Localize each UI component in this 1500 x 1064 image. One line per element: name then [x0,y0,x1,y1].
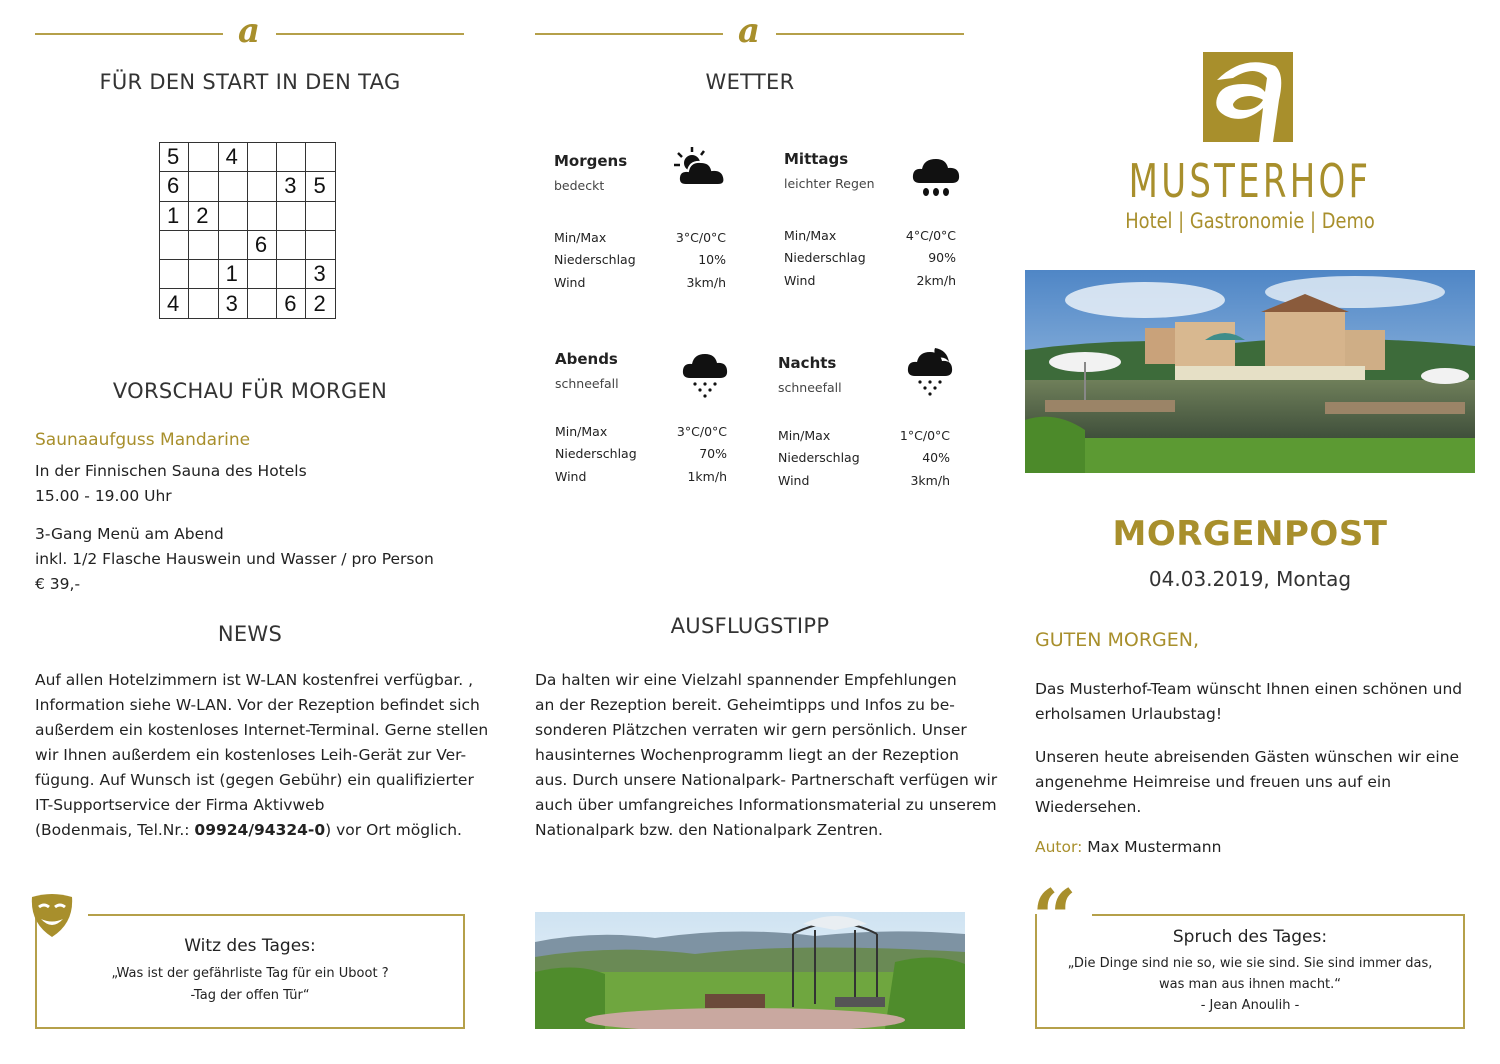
sudoku-cell[interactable] [247,260,276,289]
sudoku-row [160,260,336,289]
trip-line: aus. Durch unsere Nationalpark- Partnerschaft verfügen wir [535,771,998,789]
sudoku-cell[interactable] [277,201,306,230]
section-title-trip: AUSFLUGSTIPP [670,614,830,638]
quote-title: Spruch des Tages: [1172,927,1328,947]
quote-box [1035,914,1465,1029]
brand-logo-icon [1203,52,1293,142]
sudoku-grid[interactable] [159,142,336,319]
author-line [1035,835,1221,860]
weather-noon: Mittags leichter Regen Min/Max 4°C/0°C Niederschlag 90% Wind 2km/h [784,150,956,288]
sudoku-cell[interactable] [247,143,276,172]
menu-line: 3-Gang Menü am Abend [35,525,224,543]
sudoku-cell[interactable]: 3 [277,172,306,201]
joke-box [35,914,465,1029]
news-text [35,668,488,843]
brand-subtitle: Hotel | Gastronomie | Demo [1125,209,1375,233]
divider-left-2 [276,33,464,35]
sudoku-cell[interactable]: 2 [306,289,335,318]
sudoku-cell[interactable]: 6 [247,230,276,259]
brand-logo-icon: a [738,11,761,51]
sudoku-cell[interactable] [277,143,306,172]
sudoku-cell[interactable] [247,201,276,230]
brand-name: MUSTERHOF [1128,154,1372,208]
trip-line: an der Rezeption bereit. Geheimtipps und Infos zu be- [535,696,955,714]
sudoku-cell[interactable]: 2 [189,201,218,230]
section-title-weather: WETTER [705,70,795,94]
trip-line: auch über umfangreiches Informationsmaterial zu unserem [535,796,997,814]
sudoku-cell[interactable] [277,230,306,259]
sudoku-cell[interactable] [189,230,218,259]
phone-number[interactable]: 09924/94324-0 [194,821,326,839]
section-title-news: NEWS [217,622,283,646]
sudoku-cell[interactable]: 3 [306,260,335,289]
rain-cloud-icon [910,155,962,201]
trip-line: Da halten wir eine Vielzahl spannender Empfehlungen [535,671,957,689]
news-line: fügung. Auf Wunsch ist (gegen Gebühr) ein qualifizierter [35,771,474,789]
author-name: Max Mustermann [1087,838,1222,856]
sudoku-row [160,230,336,259]
sudoku-cell[interactable] [189,289,218,318]
sudoku-cell[interactable] [306,143,335,172]
brand-logo-icon: a [238,11,261,51]
menu-line: € 39,- [35,575,81,593]
weather-night: Nachts schneefall Min/Max 1°C/0°C Niederschlag 40% Wind 3km/h [778,354,950,488]
sudoku-cell[interactable]: 3 [218,289,247,318]
greeting-heading: GUTEN MORGEN, [1035,629,1200,651]
sudoku-cell[interactable]: 1 [218,260,247,289]
sudoku-row [160,143,336,172]
preview-event-title: Saunaaufguss Mandarine [35,430,251,450]
divider-mid-1 [535,33,723,35]
quote-box-top-rule [1092,914,1465,916]
sudoku-cell[interactable]: 6 [160,172,189,201]
sudoku-cell[interactable] [247,289,276,318]
snow-cloud-icon [680,350,730,398]
sudoku-cell[interactable]: 5 [160,143,189,172]
section-title-start: FÜR DEN START IN DEN TAG [99,70,401,94]
preview-line: In der Finnischen Sauna des Hotels [35,462,307,480]
preview-line: 15.00 - 19.00 Uhr [35,487,172,505]
trip-line: Nationalpark bzw. den Nationalpark Zentren. [535,821,883,839]
joke-text: „Was ist der gefährliste Tag für ein Uboot ? -Tag der offen Tür“ [111,966,389,1003]
garden-gazebo-photo [535,912,965,1029]
news-line: (Bodenmais, Tel.Nr.: 09924/94324-0) vor Ort möglich. [35,821,462,839]
newsletter-title: MORGENPOST [1112,514,1388,554]
section-title-preview: VORSCHAU FÜR MORGEN [112,379,388,403]
quote-mark-icon: “ [1032,873,1077,964]
sudoku-cell[interactable] [160,260,189,289]
preview-event-details [35,459,307,509]
news-line: Auf allen Hotelzimmern ist W-LAN kostenfrei verfügbar. , [35,671,474,689]
sudoku-cell[interactable]: 4 [160,289,189,318]
sudoku-cell[interactable] [189,172,218,201]
sudoku-cell[interactable]: 6 [277,289,306,318]
weather-morning: Morgens bedeckt Min/Max 3°C/0°C Niederschlag 10% Wind 3km/h [554,152,726,290]
joke-title: Witz des Tages: [184,936,316,956]
hotel-pond-photo [1025,270,1475,473]
sudoku-cell[interactable] [277,260,306,289]
trip-line: hausinternes Wochenprogramm liegt an der Rezeption [535,746,959,764]
sudoku-cell[interactable] [306,201,335,230]
sudoku-cell[interactable] [218,172,247,201]
news-line: IT-Supportservice der Firma Aktivweb [35,796,325,814]
sudoku-cell[interactable]: 1 [160,201,189,230]
sudoku-cell[interactable] [189,143,218,172]
moon-snow-cloud-icon [905,344,955,398]
sudoku-cell[interactable] [306,230,335,259]
weather-evening: Abends schneefall Min/Max 3°C/0°C Niederschlag 70% Wind 1km/h [555,350,727,484]
trip-line: sonderen Plätzchen verraten wir gern persönlich. Unser [535,721,967,739]
theater-mask-icon [30,893,74,939]
menu-line: inkl. 1/2 Flasche Hauswein und Wasser / pro Person [35,550,434,568]
sudoku-cell[interactable] [218,230,247,259]
greeting-paragraph-1: Das Musterhof-Team wünscht Ihnen einen schönen und erholsamen Urlaubstag! [1035,680,1463,723]
sudoku-cell[interactable] [247,172,276,201]
divider-left-1 [35,33,223,35]
sudoku-cell[interactable] [218,201,247,230]
joke-box-top-rule [88,914,465,916]
sudoku-cell[interactable]: 4 [218,143,247,172]
sudoku-cell[interactable] [189,260,218,289]
sudoku-row [160,172,336,201]
sudoku-row [160,289,336,318]
quote-text: „Die Dinge sind nie so, wie sie sind. Sie sind immer das, was man aus ihnen macht.“ - Jean Anoulih - [1067,956,1433,1013]
sudoku-cell[interactable]: 5 [306,172,335,201]
sudoku-row [160,201,336,230]
news-line: außerdem ein kostenloses Internet-Terminal. Gerne stellen [35,721,489,739]
greeting-paragraph-2: Unseren heute abreisenden Gästen wünschen wir eine angenehme Heimreise und freuen uns auf ein Wiedersehen. [1035,748,1460,816]
newsletter-date: 04.03.2019, Montag [1148,567,1352,591]
preview-menu-details [35,522,434,597]
news-line: wir Ihnen außerdem ein kostenloses Leih-Gerät zur Ver- [35,746,467,764]
trip-text [535,668,997,843]
sun-cloud-icon [672,145,730,189]
divider-mid-2 [776,33,964,35]
author-label: Autor: [1035,838,1083,856]
news-line: Information siehe W-LAN. Vor der Rezeption befindet sich [35,696,480,714]
sudoku-cell[interactable] [160,230,189,259]
